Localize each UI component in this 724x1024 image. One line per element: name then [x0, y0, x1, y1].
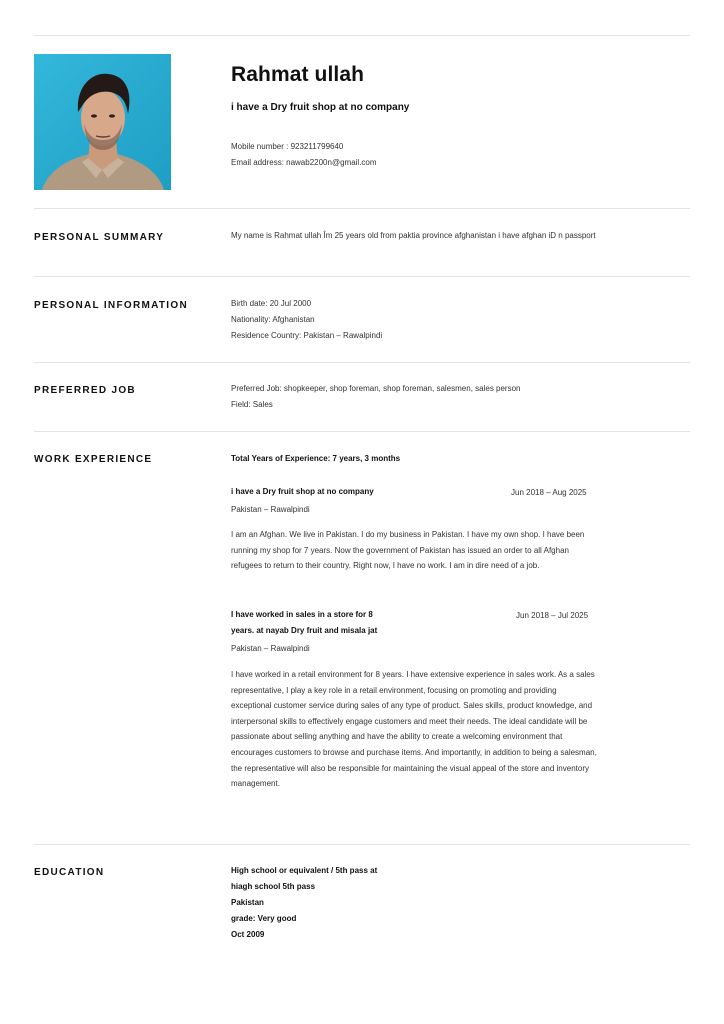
preferred-job-block — [231, 381, 597, 413]
job-location: Pakistan – Rawalpindi — [231, 644, 310, 653]
total-experience: Total Years of Experience: 7 years, 3 months — [231, 454, 401, 463]
profile-photo — [34, 54, 171, 190]
job-dates: Jun 2018 – Aug 2025 — [511, 488, 587, 497]
personal-information-block — [231, 296, 597, 344]
divider — [34, 276, 690, 277]
section-title-personal-information: PERSONAL INFORMATION — [34, 300, 188, 311]
divider — [34, 844, 690, 845]
residence-country: Residence Country: Pakistan – Rawalpindi — [231, 331, 383, 340]
job-description: I am an Afghan. We live in Pakistan. I do my business in Pakistan. I have my own shop. I have been running my shop for 7 years. Now the government of Pakistan has issued an order to all Afghan refugees to return to their country. Right now, I have no work. I am in dire need of a job. — [231, 530, 585, 571]
education-country: Pakistan — [231, 898, 264, 907]
education-degree: High school or equivalent / 5th pass at — [231, 866, 378, 875]
section-title-education: EDUCATION — [34, 867, 105, 878]
job-title-line: I have worked in sales in a store for 8 — [231, 610, 373, 619]
candidate-name: Rahmat ullah — [231, 63, 365, 86]
email-address: Email address: nawab2200n@gmail.com — [231, 158, 377, 167]
birth-date: Birth date: 20 Jul 2000 — [231, 299, 312, 308]
job-location: Pakistan – Rawalpindi — [231, 505, 310, 514]
divider — [34, 35, 690, 36]
contact-block — [231, 139, 377, 171]
education-block — [231, 863, 597, 943]
divider — [34, 431, 690, 432]
preferred-field: Field: Sales — [231, 400, 273, 409]
personal-summary-text: My name is Rahmat ullah Îm 25 years old from paktia province afghanistan i have afghan iD n passport — [231, 231, 596, 240]
preferred-job: Preferred Job: shopkeeper, shop foreman, shop foreman, salesmen, sales person — [231, 384, 521, 393]
candidate-headline: i have a Dry fruit shop at no company — [231, 102, 410, 113]
education-date: Oct 2009 — [231, 930, 265, 939]
section-title-preferred-job: PREFERRED JOB — [34, 385, 136, 396]
mobile-number: Mobile number : 923211799640 — [231, 142, 344, 151]
job-title-line: years. at nayab Dry fruit and misala jat — [231, 626, 378, 635]
job-title — [231, 607, 491, 639]
divider — [34, 208, 690, 209]
job-description: I have worked in a retail environment for 8 years. I have extensive experience in sales work. As a sales representative, I play a key role in a retail environment, focusing on promoting and providing exceptional customer service during sales of any type of product. Sales skills, product knowledge, and interpersonal skills to effectively engage customers and meet their needs. The ideal candidate will be passionate about selling anything and have the ability to create a welcoming environment that encourages customers to browse and purchase items. And importantly, in addition to being a salesman, the representative will also be responsible for maintaining the visual appeal of the store and inventory management. — [231, 670, 597, 789]
job-dates: Jun 2018 – Jul 2025 — [516, 611, 589, 620]
job-title: i have a Dry fruit shop at no company — [231, 487, 374, 496]
divider — [34, 362, 690, 363]
education-grade: grade: Very good — [231, 914, 297, 923]
section-title-work-experience: WORK EXPERIENCE — [34, 454, 153, 465]
section-title-personal-summary: PERSONAL SUMMARY — [34, 232, 165, 243]
nationality: Nationality: Afghanistan — [231, 315, 315, 324]
education-school: hiagh school 5th pass — [231, 882, 316, 891]
